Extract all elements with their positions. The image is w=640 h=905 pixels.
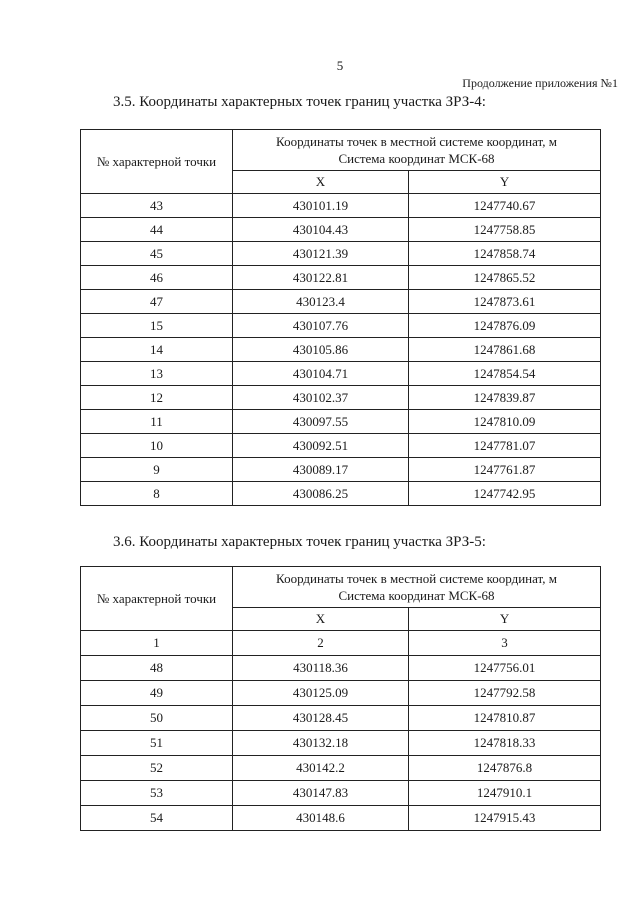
point-cell: 51 xyxy=(81,731,233,756)
table-row xyxy=(81,656,601,681)
section-title-zrz-4: 3.5. Координаты характерных точек границ участка ЗРЗ-4: xyxy=(113,94,486,110)
y-cell: 1247810.09 xyxy=(409,410,601,434)
x-cell: 430142.2 xyxy=(233,756,409,781)
y-cell: 1247756.01 xyxy=(409,656,601,681)
table-row xyxy=(81,482,601,506)
point-cell: 49 xyxy=(81,681,233,706)
x-cell: 2 xyxy=(233,631,409,656)
table-row xyxy=(81,458,601,482)
point-cell: 48 xyxy=(81,656,233,681)
x-cell: 430123.4 xyxy=(233,290,409,314)
coordinates-header-line1: Координаты точек в местной системе координат, м xyxy=(276,134,557,149)
table-row xyxy=(81,242,601,266)
y-cell: 1247910.1 xyxy=(409,781,601,806)
point-cell: 10 xyxy=(81,434,233,458)
table-row xyxy=(81,386,601,410)
y-cell: 1247876.8 xyxy=(409,756,601,781)
point-cell: 9 xyxy=(81,458,233,482)
x-cell: 430147.83 xyxy=(233,781,409,806)
point-cell: 54 xyxy=(81,806,233,831)
x-cell: 430122.81 xyxy=(233,266,409,290)
table-row xyxy=(81,756,601,781)
y-cell: 1247761.87 xyxy=(409,458,601,482)
point-cell: 15 xyxy=(81,314,233,338)
table-row xyxy=(81,631,601,656)
y-column-header: Y xyxy=(409,171,601,194)
x-cell: 430125.09 xyxy=(233,681,409,706)
y-cell: 1247915.43 xyxy=(409,806,601,831)
x-cell: 430132.18 xyxy=(233,731,409,756)
x-cell: 430102.37 xyxy=(233,386,409,410)
y-cell: 1247858.74 xyxy=(409,242,601,266)
y-cell: 1247818.33 xyxy=(409,731,601,756)
point-cell: 43 xyxy=(81,194,233,218)
appendix-note: Продолжение приложения №1 xyxy=(462,76,618,90)
point-cell: 1 xyxy=(81,631,233,656)
point-cell: 46 xyxy=(81,266,233,290)
table-row xyxy=(81,194,601,218)
y-cell: 3 xyxy=(409,631,601,656)
y-cell: 1247839.87 xyxy=(409,386,601,410)
y-cell: 1247792.58 xyxy=(409,681,601,706)
table-row xyxy=(81,781,601,806)
table-row xyxy=(81,338,601,362)
table-row xyxy=(81,290,601,314)
y-cell: 1247758.85 xyxy=(409,218,601,242)
point-cell: 8 xyxy=(81,482,233,506)
x-cell: 430148.6 xyxy=(233,806,409,831)
point-cell: 47 xyxy=(81,290,233,314)
x-cell: 430097.55 xyxy=(233,410,409,434)
coordinates-header xyxy=(233,567,601,608)
point-cell: 53 xyxy=(81,781,233,806)
x-cell: 430121.39 xyxy=(233,242,409,266)
point-number-header: № характерной точки xyxy=(81,130,233,194)
coordinates-header-line1: Координаты точек в местной системе координат, м xyxy=(276,571,557,586)
point-cell: 50 xyxy=(81,706,233,731)
x-cell: 430104.71 xyxy=(233,362,409,386)
table-row xyxy=(81,266,601,290)
point-cell: 13 xyxy=(81,362,233,386)
section-title-zrz-5: 3.6. Координаты характерных точек границ участка ЗРЗ-5: xyxy=(113,534,486,550)
coordinates-table-zrz-4 xyxy=(80,129,601,506)
x-cell: 430092.51 xyxy=(233,434,409,458)
coordinates-table-zrz-5 xyxy=(80,566,601,831)
x-cell: 430105.86 xyxy=(233,338,409,362)
coordinates-header-line2: Система координат МСК-68 xyxy=(338,588,495,603)
table-row xyxy=(81,806,601,831)
y-cell: 1247810.87 xyxy=(409,706,601,731)
y-cell: 1247861.68 xyxy=(409,338,601,362)
table-row xyxy=(81,362,601,386)
x-cell: 430107.76 xyxy=(233,314,409,338)
table-row xyxy=(81,681,601,706)
y-cell: 1247876.09 xyxy=(409,314,601,338)
y-cell: 1247873.61 xyxy=(409,290,601,314)
x-column-header: X xyxy=(233,171,409,194)
x-cell: 430104.43 xyxy=(233,218,409,242)
x-cell: 430101.19 xyxy=(233,194,409,218)
y-cell: 1247781.07 xyxy=(409,434,601,458)
coordinates-header-line2: Система координат МСК-68 xyxy=(338,151,495,166)
y-cell: 1247854.54 xyxy=(409,362,601,386)
x-cell: 430118.36 xyxy=(233,656,409,681)
point-cell: 45 xyxy=(81,242,233,266)
point-cell: 11 xyxy=(81,410,233,434)
y-cell: 1247742.95 xyxy=(409,482,601,506)
y-cell: 1247740.67 xyxy=(409,194,601,218)
x-cell: 430086.25 xyxy=(233,482,409,506)
table-row xyxy=(81,731,601,756)
y-column-header: Y xyxy=(409,608,601,631)
point-cell: 44 xyxy=(81,218,233,242)
table-row xyxy=(81,314,601,338)
table-row xyxy=(81,706,601,731)
point-cell: 12 xyxy=(81,386,233,410)
x-cell: 430128.45 xyxy=(233,706,409,731)
table-row xyxy=(81,434,601,458)
table-row xyxy=(81,218,601,242)
point-cell: 52 xyxy=(81,756,233,781)
y-cell: 1247865.52 xyxy=(409,266,601,290)
point-number-header: № характерной точки xyxy=(81,567,233,631)
page-number: 5 xyxy=(336,58,344,73)
x-cell: 430089.17 xyxy=(233,458,409,482)
coordinates-header xyxy=(233,130,601,171)
table-row xyxy=(81,410,601,434)
x-column-header: X xyxy=(233,608,409,631)
point-cell: 14 xyxy=(81,338,233,362)
